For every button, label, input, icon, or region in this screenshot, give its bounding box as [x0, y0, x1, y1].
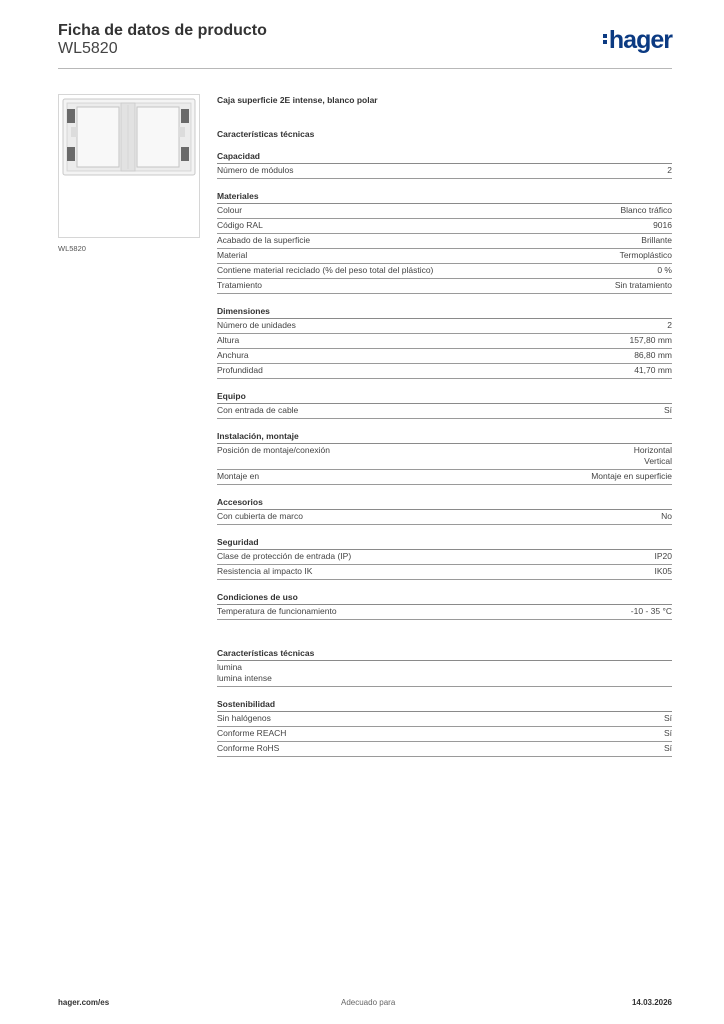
spec-section — [217, 390, 672, 419]
row-label: Material — [217, 250, 248, 260]
row-value-line: Brillante — [641, 235, 672, 245]
hager-logo — [603, 26, 672, 55]
row-label: Acabado de la superficie — [217, 235, 311, 245]
row-value — [634, 365, 672, 376]
product-code: WL5820 — [58, 40, 118, 57]
row-label: Número de módulos — [217, 165, 294, 175]
section-title: Seguridad — [217, 536, 672, 550]
spec-row — [217, 510, 672, 525]
spec-sections — [217, 150, 672, 620]
spec-section — [217, 430, 672, 485]
spec-row — [217, 234, 672, 249]
spec-row — [217, 319, 672, 334]
row-value — [629, 335, 672, 346]
row-value — [655, 566, 673, 577]
spec-row — [217, 470, 672, 485]
section-title: Accesorios — [217, 496, 672, 510]
row-value — [657, 265, 672, 276]
tech-lines-row — [217, 661, 672, 687]
row-value — [667, 320, 672, 331]
sustainability-section — [217, 698, 672, 757]
footer-date: 14.03.2026 — [631, 998, 672, 1007]
row-value — [620, 250, 672, 261]
section-title: Capacidad — [217, 150, 672, 164]
row-value — [615, 280, 672, 291]
spec-row — [217, 264, 672, 279]
row-label: Altura — [217, 335, 240, 345]
row-value-line: 2 — [667, 320, 672, 330]
row-value — [634, 445, 672, 467]
footer-website: hager.com/es — [58, 998, 110, 1007]
footer-suitable-for: Adecuado para — [341, 998, 396, 1007]
row-label: Montaje en — [217, 471, 260, 481]
spec-section — [217, 591, 672, 620]
spec-row — [217, 404, 672, 419]
row-label: Con cubierta de marco — [217, 511, 303, 521]
row-label: Resistencia al impacto IK — [217, 566, 313, 576]
row-value-line: Vertical — [644, 456, 672, 466]
logo-dots-icon — [603, 32, 608, 46]
spec-row — [217, 349, 672, 364]
row-value-line: IP20 — [654, 551, 672, 561]
row-value — [634, 350, 672, 361]
row-label: Temperatura de funcionamiento — [217, 606, 337, 616]
row-label: Profundidad — [217, 365, 263, 375]
spec-row — [217, 334, 672, 349]
spec-section — [217, 150, 672, 179]
section-title: Materiales — [217, 190, 672, 204]
row-value-line: Horizontal — [633, 445, 672, 455]
row-value — [641, 235, 672, 246]
row-value-line: IK05 — [654, 566, 672, 576]
row-label: Contiene material reciclado (% del peso total del plástico) — [217, 265, 434, 275]
row-label: Conforme REACH — [217, 728, 287, 738]
spec-row — [217, 279, 672, 294]
spec-row — [217, 364, 672, 379]
section-title: Sostenibilidad — [217, 698, 672, 712]
row-value-line: Sin tratamiento — [614, 280, 672, 290]
section-title: Características técnicas — [217, 647, 672, 661]
row-value — [653, 220, 672, 231]
tech-section — [217, 647, 672, 687]
row-value — [631, 606, 672, 617]
spec-row — [217, 550, 672, 565]
spec-row — [217, 444, 672, 470]
row-value-line: 86,80 mm — [634, 350, 672, 360]
spec-row — [217, 605, 672, 620]
spec-section — [217, 536, 672, 580]
tech-characteristics-heading: Características técnicas — [217, 129, 315, 139]
tech-line: lumina — [217, 662, 243, 672]
row-label: Código RAL — [217, 220, 263, 230]
row-label — [217, 662, 272, 684]
row-value-line: No — [661, 511, 672, 521]
row-label: Clase de protección de entrada (IP) — [217, 551, 352, 561]
row-value — [591, 471, 672, 482]
row-value — [664, 405, 672, 416]
row-value — [664, 728, 672, 739]
row-label: Colour — [217, 205, 243, 215]
spec-row — [217, 249, 672, 264]
spec-section — [217, 190, 672, 294]
spec-row — [217, 712, 672, 727]
row-value-line: Blanco tráfico — [620, 205, 672, 215]
row-label: Con entrada de cable — [217, 405, 299, 415]
spec-content — [217, 95, 672, 768]
logo-text: hager — [608, 26, 672, 54]
row-value-line: Sí — [663, 743, 672, 753]
page-header — [58, 20, 672, 69]
row-value — [655, 551, 673, 562]
row-value — [664, 743, 672, 754]
spec-row — [217, 204, 672, 219]
section-title: Instalación, montaje — [217, 430, 672, 444]
spec-section — [217, 305, 672, 379]
surface-box-icon — [59, 95, 199, 237]
page-title: Ficha de datos de producto — [58, 22, 267, 39]
row-value — [661, 511, 672, 522]
product-image — [58, 94, 200, 238]
section-title: Dimensiones — [217, 305, 672, 319]
spec-row — [217, 742, 672, 757]
row-label: Posición de montaje/conexión — [217, 445, 330, 455]
section-title: Equipo — [217, 390, 672, 404]
row-label: Número de unidades — [217, 320, 296, 330]
row-value-line: 0 % — [657, 265, 672, 275]
spec-row — [217, 219, 672, 234]
row-value-line: Termoplástico — [619, 250, 672, 260]
row-value — [664, 713, 672, 724]
spec-section — [217, 496, 672, 525]
row-value-line: Sí — [663, 713, 672, 723]
row-value-line: 9016 — [653, 220, 672, 230]
row-label: Anchura — [217, 350, 249, 360]
row-value-line: 157,80 mm — [629, 335, 672, 345]
row-value-line: Sí — [663, 728, 672, 738]
row-label: Conforme RoHS — [217, 743, 280, 753]
row-value-line: 2 — [667, 165, 672, 175]
spec-row — [217, 565, 672, 580]
image-caption: WL5820 — [58, 244, 86, 253]
row-value-line: -10 - 35 °C — [630, 606, 672, 616]
row-label: Tratamiento — [217, 280, 263, 290]
row-value-line: 41,70 mm — [634, 365, 672, 375]
section-title: Condiciones de uso — [217, 591, 672, 605]
row-value-line: Sí — [663, 405, 672, 415]
spec-row — [217, 164, 672, 179]
spec-row — [217, 727, 672, 742]
row-value-line: Montaje en superficie — [591, 471, 672, 481]
row-value — [621, 205, 673, 216]
row-label: Sin halógenos — [217, 713, 271, 723]
row-value — [667, 165, 672, 176]
product-title: Caja superficie 2E intense, blanco polar — [217, 95, 378, 105]
tech-line: lumina intense — [217, 673, 272, 683]
